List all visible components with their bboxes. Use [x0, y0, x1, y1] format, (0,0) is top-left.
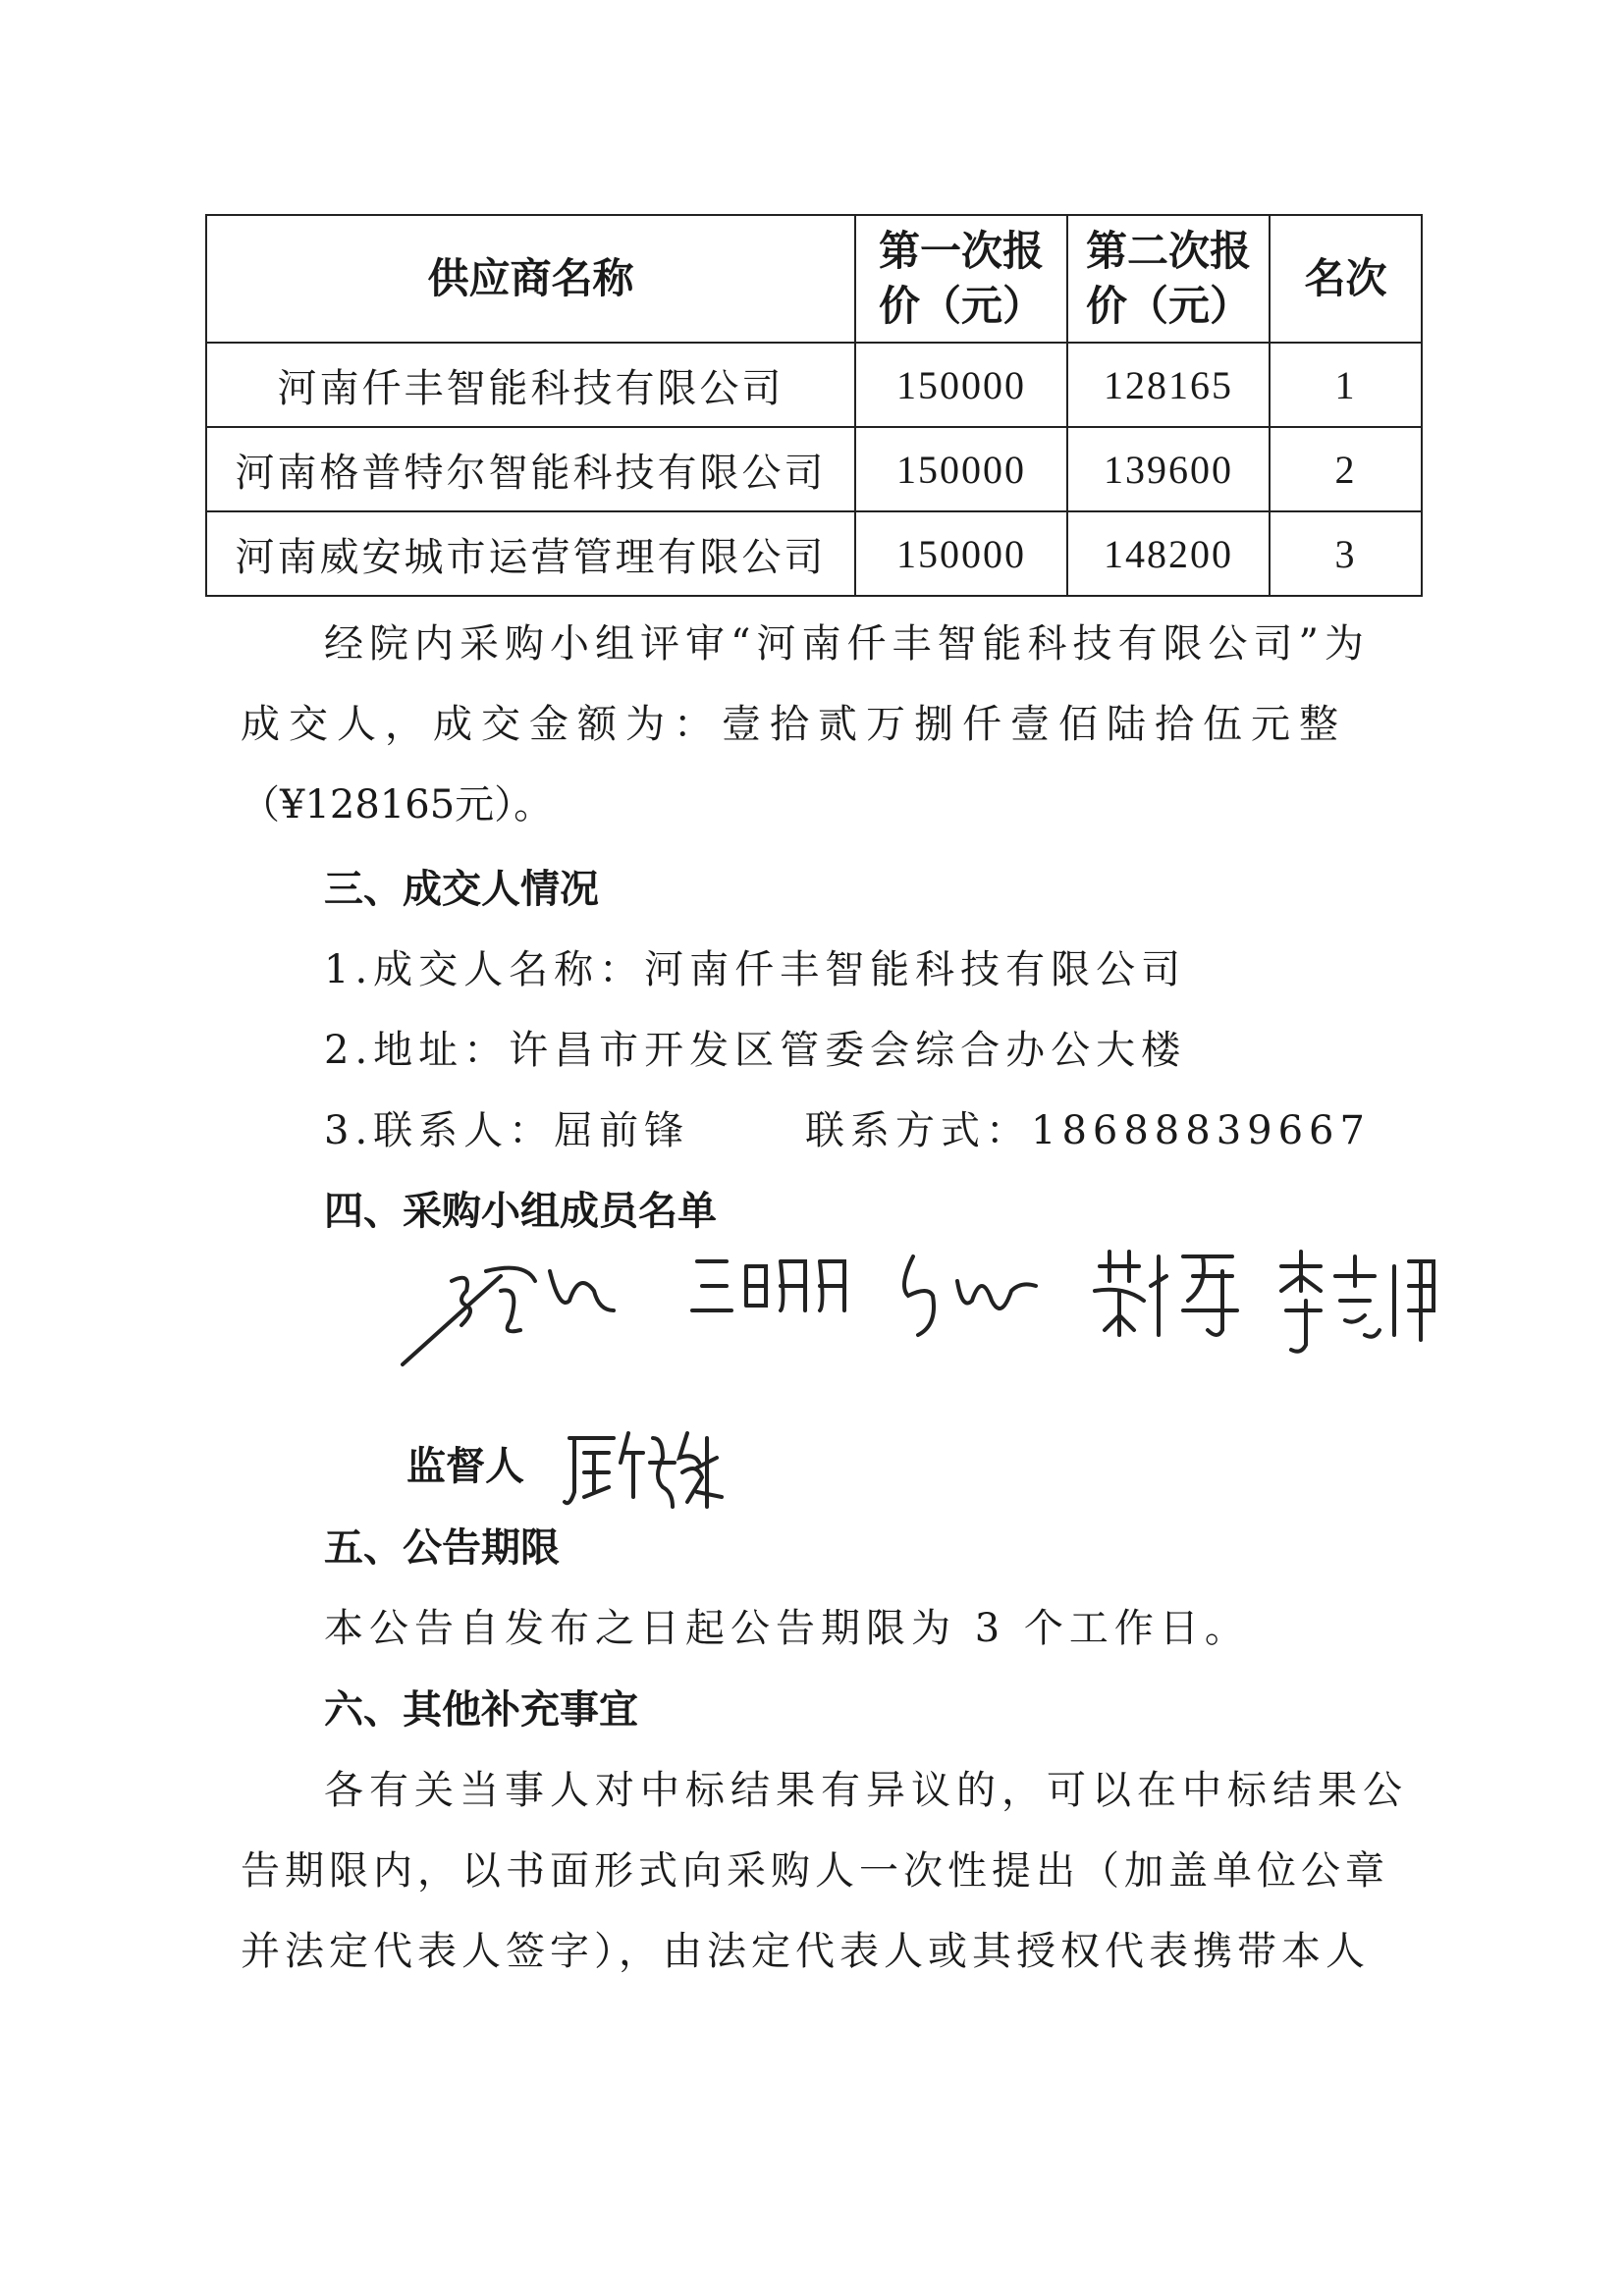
table-header-row — [206, 215, 1422, 343]
table-row — [206, 427, 1422, 511]
rank-cell: 2 — [1270, 427, 1422, 511]
supplier-name-cell: 河南威安城市运营管理有限公司 — [206, 511, 855, 596]
header-first-quote-line2: 价（元） — [878, 282, 1044, 330]
supervisor-label: 监督人 — [406, 1444, 524, 1489]
header-rank: 名次 — [1270, 215, 1422, 343]
signature-member-4 — [1090, 1242, 1257, 1354]
header-first-quote — [855, 215, 1067, 343]
award-paragraph-line1: 经院内采购小组评审“河南仟丰智能科技有限公司”为 — [324, 621, 1370, 667]
signature-member-5 — [1271, 1242, 1448, 1363]
table-row — [206, 511, 1422, 596]
winner-name-item: 1.成交人名称：河南仟丰智能科技有限公司 — [324, 947, 1187, 992]
header-second-quote — [1067, 215, 1270, 343]
second-quote-cell: 139600 — [1067, 427, 1270, 511]
supplier-name-cell: 河南仟丰智能科技有限公司 — [206, 343, 855, 427]
section3-heading: 三、成交人情况 — [324, 867, 599, 912]
award-paragraph-line2: 成交人，成交金额为：壹拾贰万捌仟壹佰陆拾伍元整 — [241, 702, 1347, 747]
header-first-quote-line1: 第一次报 — [878, 227, 1044, 275]
rank-cell: 1 — [1270, 343, 1422, 427]
signature-member-2 — [687, 1242, 864, 1344]
objection-paragraph-line1: 各有关当事人对中标结果有异议的，可以在中标结果公 — [324, 1768, 1408, 1813]
supplier-name-cell: 河南格普特尔智能科技有限公司 — [206, 427, 855, 511]
objection-paragraph-line3: 并法定代表人签字），由法定代表人或其授权代表携带本人 — [241, 1929, 1370, 1974]
first-quote-cell: 150000 — [855, 511, 1067, 596]
winner-phone-item: 联系方式：18688839667 — [805, 1108, 1371, 1153]
section5-heading: 五、公告期限 — [324, 1525, 560, 1571]
winner-address-item: 2.地址：许昌市开发区管委会综合办公大楼 — [324, 1028, 1187, 1073]
header-supplier-name: 供应商名称 — [206, 215, 855, 343]
first-quote-cell: 150000 — [855, 427, 1067, 511]
signature-member-1 — [393, 1242, 638, 1373]
bid-results-table — [205, 214, 1423, 597]
second-quote-cell: 148200 — [1067, 511, 1270, 596]
header-second-quote-line1: 第二次报 — [1085, 227, 1251, 275]
supervisor-signature — [560, 1418, 736, 1521]
rank-cell: 3 — [1270, 511, 1422, 596]
section6-heading: 六、其他补充事宜 — [324, 1687, 638, 1733]
objection-paragraph-line2: 告期限内，以书面形式向采购人一次性提出（加盖单位公章 — [241, 1848, 1389, 1894]
winner-contact-item: 3.联系人：屈前锋 — [324, 1108, 690, 1153]
first-quote-cell: 150000 — [855, 343, 1067, 427]
header-second-quote-line2: 价（元） — [1085, 282, 1251, 330]
signature-member-3 — [889, 1242, 1055, 1354]
table-row — [206, 343, 1422, 427]
notice-period-text: 本公告自发布之日起公告期限为 3 个工作日。 — [324, 1606, 1250, 1651]
award-paragraph-line3: （¥128165元）。 — [241, 782, 554, 828]
second-quote-cell: 128165 — [1067, 343, 1270, 427]
section4-heading: 四、采购小组成员名单 — [324, 1189, 717, 1234]
